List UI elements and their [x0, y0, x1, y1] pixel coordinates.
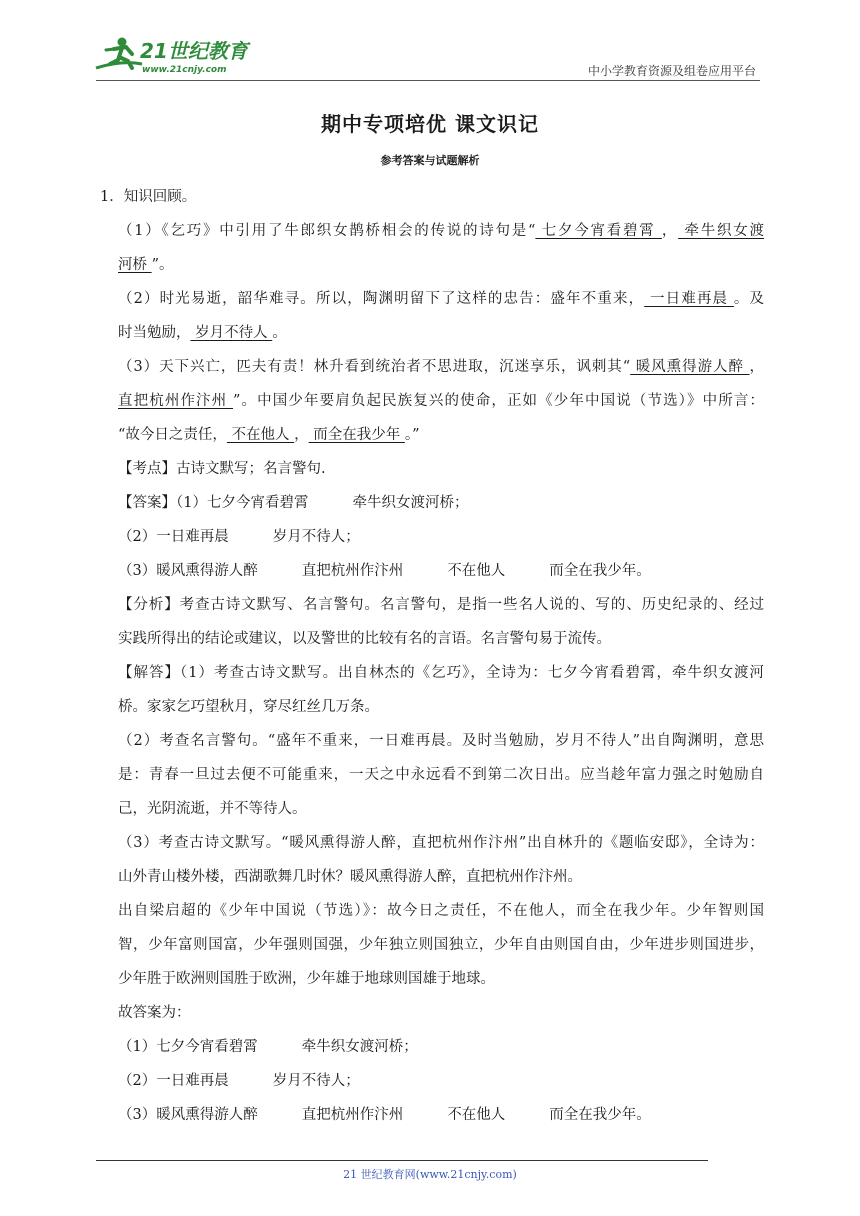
analysis-line-1: 【分析】考查古诗文默写、名言警句。名言警句，是指一些名人说的、写的、历史纪录的、经过 [118, 597, 764, 613]
svg-text:21世纪教育: 21世纪教育 [140, 39, 248, 63]
answer-tag: 【答案】 [118, 495, 176, 511]
footer-divider [96, 1160, 708, 1161]
answer-blank: 直把杭州作汴州 [118, 393, 234, 409]
solution-tag: 【解答】 [118, 665, 181, 681]
answer-line-1: 【答案】（1）七夕今宵看碧霄 牵牛织女渡河桥； [118, 495, 469, 511]
solution-line-1: 【解答】（1）考查古诗文默写。出自林杰的《乞巧》，全诗为：七夕今宵看碧霄，牵牛织女渡河 [118, 665, 764, 681]
question-part-1: （1）《乞巧》中引用了牛郎织女鹊桥相会的传说的诗句是“ 七夕今宵看碧霄 ， 牵牛织女渡 [118, 223, 765, 239]
analysis-tag: 【分析】 [118, 597, 180, 613]
answer-line-3: （3）暖风熏得游人醉 直把杭州作汴州 不在他人 而全在我少年。 [118, 563, 651, 579]
question-part-3-cont2: “故今日之责任， 不在他人 ， 而全在我少年 。” [118, 427, 420, 443]
analysis-line-2: 实践所得出的结论或建议，以及警世的比较有名的言语。名言警句易于流传。 [118, 631, 611, 647]
document-body [100, 180, 764, 1132]
solution-line-7: 山外青山楼外楼，西湖歌舞几时休？暖风熏得游人醉，直把杭州作汴州。 [118, 869, 582, 885]
solution-line-9: 智，少年富则国富，少年强则国强，少年独立则国独立，少年自由则国自由，少年进步则国进步， [118, 937, 764, 953]
final-answer-line-1: （1）七夕今宵看碧霄 牵牛织女渡河桥； [118, 1039, 418, 1055]
runner-logo-icon [92, 34, 272, 80]
question-part-2-cont: 时当勉励， 岁月不待人 。 [118, 325, 287, 341]
kaodian-line: 【考点】古诗文默写；名言警句. [118, 461, 326, 477]
question-stem: 1．知识回顾。 [100, 189, 197, 205]
question-part-2: （2）时光易逝，韶华难寻。所以，陶渊明留下了这样的忠告：盛年不重来， 一日难再晨 。及 [118, 291, 765, 307]
question-part-3-cont: 直把杭州作汴州 ”。中国少年要肩负起民族复兴的使命，正如《少年中国说（节选）》中所言： [118, 393, 764, 409]
solution-line-6: （3）考查古诗文默写。“暖风熏得游人醉，直把杭州作汴州”出自林升的《题临安邸》，全诗为： [118, 835, 764, 851]
answer-blank: 牵牛织女渡 [678, 223, 765, 239]
final-answer-intro: 故答案为： [118, 1005, 191, 1021]
svg-text:www.21cnjy.com: www.21cnjy.com [142, 65, 227, 75]
header-divider [96, 80, 760, 81]
page-header [0, 0, 860, 90]
answer-blank: 七夕今宵看碧霄 [535, 223, 662, 239]
answer-blank: 岁月不待人 [190, 325, 273, 341]
answer-blank: 暖风熏得游人醉 [630, 359, 750, 375]
solution-line-4: 是：青春一旦过去便不可能重来，一天之中永远看不到第二次日出。应当趁年富力强之时勉励自 [118, 767, 764, 783]
footer-link[interactable]: 21 世纪教育网(www.21cnjy.com) [343, 1168, 517, 1181]
solution-line-2: 桥。家家乞巧望秋月，穿尽红丝几万条。 [118, 699, 379, 715]
logo [92, 34, 272, 80]
answer-blank: 河桥 [118, 257, 152, 273]
answer-blank: 一日难再晨 [644, 291, 734, 307]
question-part-1-cont: 河桥 ”。 [118, 257, 174, 273]
solution-line-5: 己，光阴流逝，并不等待人。 [118, 801, 307, 817]
platform-name: 中小学教育资源及组卷应用平台 [587, 64, 756, 78]
document-subtitle: 参考答案与试题解析 [380, 154, 480, 167]
kaodian-tag: 【考点】 [118, 461, 176, 477]
solution-line-8: 出自梁启超的《少年中国说（节选）》：故今日之责任，不在他人，而全在我少年。少年智则国 [118, 903, 764, 919]
final-answer-line-2: （2）一日难再晨 岁月不待人； [118, 1073, 360, 1089]
document-title: 期中专项培优 课文识记 [321, 112, 539, 136]
answer-blank: 不在他人 [226, 427, 295, 443]
final-answer-line-3: （3）暖风熏得游人醉 直把杭州作汴州 不在他人 而全在我少年。 [118, 1107, 651, 1123]
answer-line-2: （2）一日难再晨 岁月不待人； [118, 529, 360, 545]
answer-blank: 而全在我少年 [308, 427, 405, 443]
question-part-3: （3）天下兴亡，匹夫有责！林升看到统治者不思进取，沉迷享乐，讽刺其“ 暖风熏得游人醉 ， [118, 359, 765, 375]
solution-line-10: 少年胜于欧洲则国胜于欧洲，少年雄于地球则国雄于地球。 [118, 971, 495, 987]
solution-line-3: （2）考查名言警句。“盛年不重来，一日难再晨。及时当勉励，岁月不待人”出自陶渊明，意思 [118, 733, 764, 749]
